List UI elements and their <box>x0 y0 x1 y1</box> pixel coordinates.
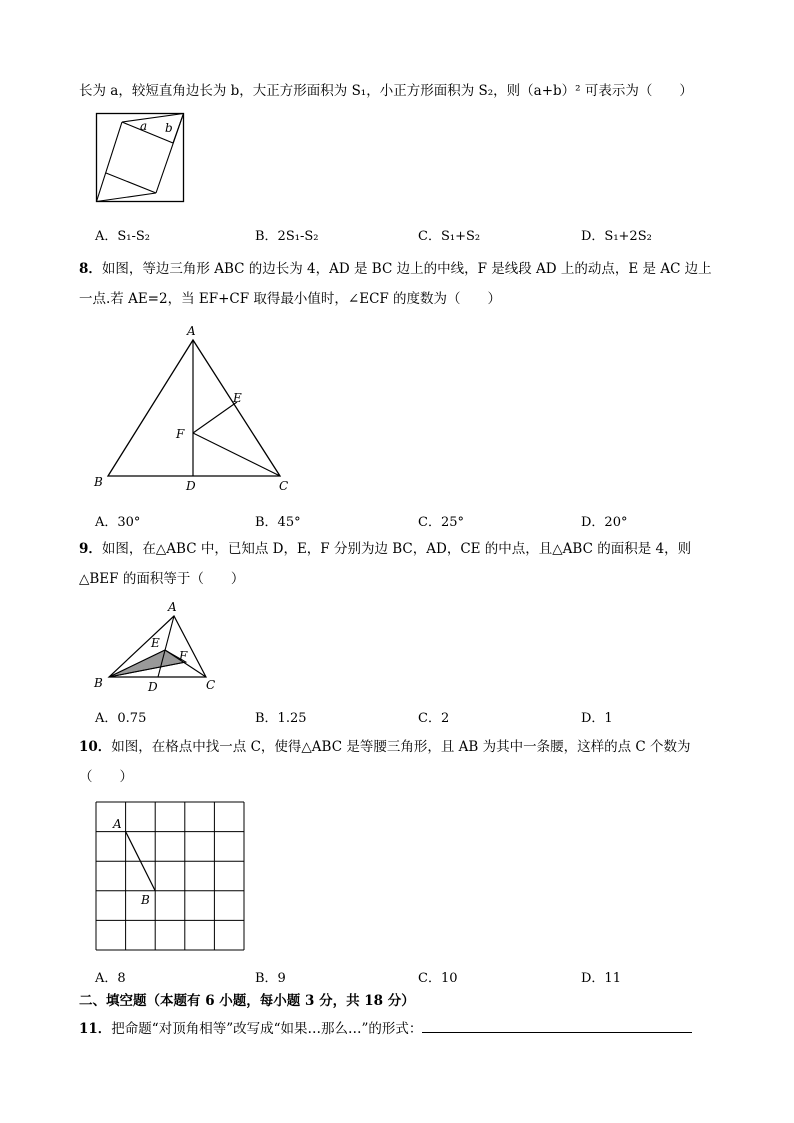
q7-option-d: D．S₁+2S₂ <box>581 229 652 244</box>
q9-label-b: B <box>94 676 103 690</box>
q8-label-c: C <box>279 479 289 493</box>
q9-text-line2: △BEF 的面积等于（ ） <box>79 571 245 587</box>
q8-text-line2: 一点.若 AE=2，当 EF+CF 取得最小值时，∠ECF 的度数为（ ） <box>79 291 502 307</box>
q9-label-d: D <box>148 680 158 694</box>
q8-line1 <box>79 259 712 279</box>
q7-label-a: a <box>140 119 148 133</box>
q10-option-c: C．10 <box>418 971 458 986</box>
q9-option-a: A．0.75 <box>95 711 147 726</box>
q10-text-line2: （ ） <box>79 769 133 785</box>
q9-number: 9． <box>79 541 102 557</box>
q8-figure <box>90 322 300 497</box>
q9-option-d: D．1 <box>581 711 613 726</box>
q10-option-d: D．11 <box>581 971 621 986</box>
q9-label-e: E <box>151 636 160 650</box>
q8-label-e: E <box>233 391 242 405</box>
q8-option-d: D．20° <box>581 515 628 530</box>
q8-number: 8． <box>79 261 102 277</box>
q11-number: 11． <box>79 1021 112 1037</box>
q9-figure <box>92 598 222 698</box>
q10-text-line1: 如图，在格点中找一点 C，使得△ABC 是等腰三角形，且 AB 为其中一条腰，这样的点 C 个数为 <box>111 739 691 755</box>
q11-text: 把命题“对顶角相等”改写成“如果…那么…”的形式： <box>111 1021 423 1037</box>
q7-option-b: B．2S₁-S₂ <box>255 229 319 244</box>
q9-line1 <box>79 539 691 559</box>
q9-label-a: A <box>168 600 177 614</box>
q9-label-c: C <box>206 678 216 692</box>
section2-title: 二、填空题（本题有 6 小题，每小题 3 分，共 18 分） <box>79 993 415 1009</box>
q8-label-a: A <box>187 324 196 338</box>
q9-label-f: F <box>179 649 188 663</box>
q9-text-line1: 如图，在△ABC 中，已知点 D，E，F 分别为边 BC，AD，CE 的中点，且△ABC 的面积是 4，则 <box>101 541 692 557</box>
q8-label-f: F <box>176 427 185 441</box>
q8-label-d: D <box>186 479 196 493</box>
q8-option-c: C．25° <box>418 515 464 530</box>
q10-option-b: B．9 <box>255 971 286 986</box>
q7-figure <box>96 113 186 205</box>
q11-line <box>79 1018 692 1039</box>
q10-grid-figure <box>90 798 250 956</box>
q10-option-a: A．8 <box>95 971 126 986</box>
q10-line1 <box>79 737 691 757</box>
q7-label-b: b <box>165 121 173 135</box>
q11-answer-blank[interactable] <box>422 1018 692 1033</box>
q8-option-a: A．30° <box>95 515 141 530</box>
q7-text: 长为 a，较短直角边长为 b，大正方形面积为 S₁，小正方形面积为 S₂，则（a+b）² 可表示为（ ） <box>79 83 693 99</box>
q9-option-b: B．1.25 <box>255 711 307 726</box>
q10-label-a: A <box>113 817 122 831</box>
q7-option-c: C．S₁+S₂ <box>418 229 481 244</box>
q8-label-b: B <box>94 475 103 489</box>
q8-option-b: B．45° <box>255 515 301 530</box>
q10-label-b: B <box>141 893 150 907</box>
q8-text-line1: 如图，等边三角形 ABC 的边长为 4，AD 是 BC 边上的中线，F 是线段 AD 上的动点，E 是 AC 边上 <box>101 261 712 277</box>
q9-option-c: C．2 <box>418 711 450 726</box>
q7-option-a: A．S₁-S₂ <box>95 229 151 244</box>
q10-number: 10． <box>79 739 112 755</box>
